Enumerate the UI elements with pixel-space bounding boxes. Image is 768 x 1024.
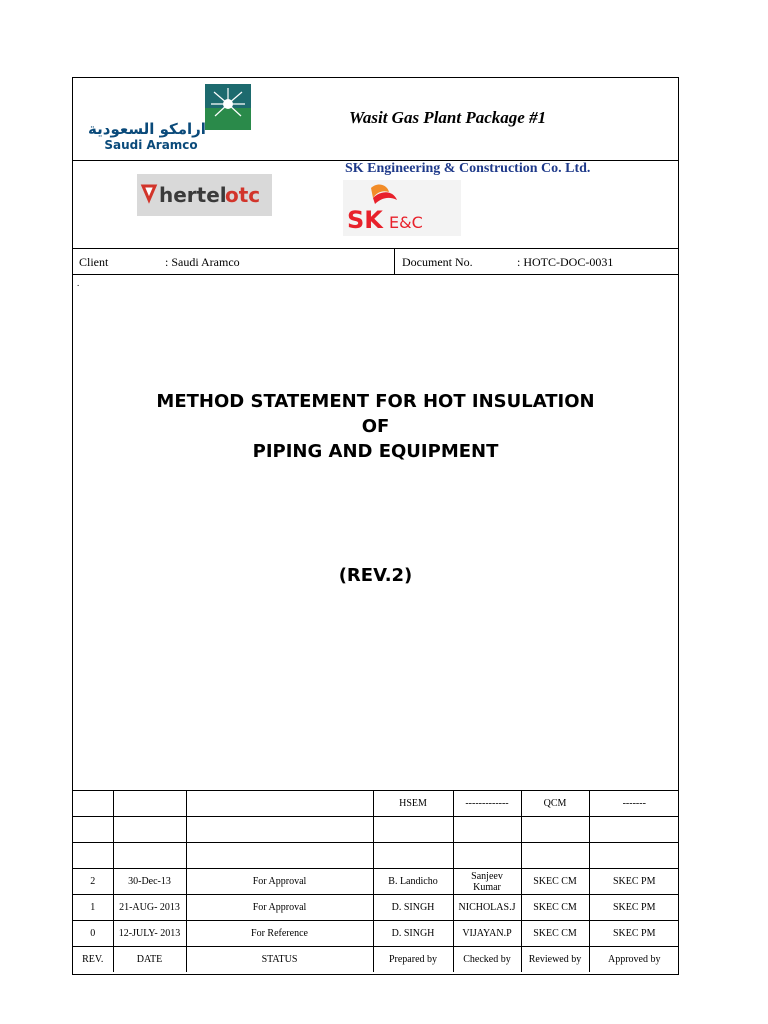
revision-label: (REV.2) <box>338 565 413 586</box>
approved-by-cell: SKEC PM <box>589 869 679 895</box>
client-label: Client <box>79 255 109 269</box>
prepared-by-cell: HSEM <box>373 791 453 817</box>
date-cell: 21-AUG- 2013 <box>113 895 186 921</box>
rev-header: REV. <box>73 947 113 973</box>
revision-row <box>73 921 679 947</box>
hertelotc-logo <box>137 174 272 216</box>
document-no-label: Document No. <box>402 255 473 269</box>
approved-by-cell <box>589 817 679 843</box>
checked-by-header: Checked by <box>453 947 521 973</box>
prepared-by-cell <box>373 843 453 869</box>
date-cell <box>113 843 186 869</box>
reviewed-by-cell: SKEC CM <box>521 895 589 921</box>
reviewed-by-cell: SKEC CM <box>521 869 589 895</box>
reviewed-by-cell <box>521 843 589 869</box>
svg-text:hertel: hertel <box>159 183 227 207</box>
date-cell <box>113 791 186 817</box>
aramco-arabic-text: ارامكو السعودية <box>88 120 206 138</box>
prepared-by-cell: D. SINGH <box>373 921 453 947</box>
sk-logo-sub: E&C <box>389 213 423 232</box>
document-title-line3: PIPING AND EQUIPMENT <box>252 441 499 462</box>
rev-cell: 0 <box>73 921 113 947</box>
approved-by-header: Approved by <box>589 947 679 973</box>
rev-cell <box>73 791 113 817</box>
prepared-by-cell <box>373 817 453 843</box>
checked-by-cell <box>453 817 521 843</box>
prepared-by-header: Prepared by <box>373 947 453 973</box>
revision-row <box>73 791 679 817</box>
rev-cell: 2 <box>73 869 113 895</box>
date-header: DATE <box>113 947 186 973</box>
document-no-value: : HOTC-DOC-0031 <box>517 255 614 269</box>
approved-by-cell: ------- <box>589 791 679 817</box>
svg-text:otc: otc <box>225 183 261 207</box>
date-cell <box>113 817 186 843</box>
aramco-english-text: Saudi Aramco <box>104 138 198 152</box>
document-title-line1: METHOD STATEMENT FOR HOT INSULATION <box>156 391 595 412</box>
rev-cell <box>73 843 113 869</box>
status-cell: For Approval <box>186 895 373 921</box>
revision-row <box>73 895 679 921</box>
approved-by-cell: SKEC PM <box>589 921 679 947</box>
reviewed-by-cell: QCM <box>521 791 589 817</box>
company-name: SK Engineering & Construction Co. Ltd. <box>345 161 591 176</box>
divider <box>394 248 395 274</box>
revision-header-row <box>73 947 679 973</box>
divider <box>73 248 678 249</box>
project-title: Wasit Gas Plant Package #1 <box>349 108 547 127</box>
prepared-by-cell: B. Landicho <box>373 869 453 895</box>
status-cell <box>186 843 373 869</box>
checked-by-cell <box>453 843 521 869</box>
status-header: STATUS <box>186 947 373 973</box>
sk-logo-text: SK <box>347 206 383 234</box>
client-value: : Saudi Aramco <box>165 255 240 269</box>
dot-mark: . <box>77 278 80 288</box>
rev-cell: 1 <box>73 895 113 921</box>
checked-by-cell: VIJAYAN.P <box>453 921 521 947</box>
status-cell <box>186 817 373 843</box>
rev-cell <box>73 817 113 843</box>
document-frame <box>72 77 679 975</box>
revision-row <box>73 843 679 869</box>
sk-ec-logo <box>343 180 461 236</box>
status-cell <box>186 791 373 817</box>
revision-row <box>73 817 679 843</box>
reviewed-by-header: Reviewed by <box>521 947 589 973</box>
date-cell: 30-Dec-13 <box>113 869 186 895</box>
approved-by-cell: SKEC PM <box>589 895 679 921</box>
checked-by-cell: ------------- <box>453 791 521 817</box>
revision-row <box>73 869 679 895</box>
divider <box>73 274 678 275</box>
revision-table <box>73 790 679 972</box>
checked-by-cell: Sanjeev Kumar <box>453 869 521 895</box>
reviewed-by-cell: SKEC CM <box>521 921 589 947</box>
status-cell: For Approval <box>186 869 373 895</box>
status-cell: For Reference <box>186 921 373 947</box>
reviewed-by-cell <box>521 817 589 843</box>
date-cell: 12-JULY- 2013 <box>113 921 186 947</box>
document-title-line2: OF <box>361 416 390 437</box>
saudi-aramco-logo <box>87 82 257 152</box>
approved-by-cell <box>589 843 679 869</box>
checked-by-cell: NICHOLAS.J <box>453 895 521 921</box>
prepared-by-cell: D. SINGH <box>373 895 453 921</box>
